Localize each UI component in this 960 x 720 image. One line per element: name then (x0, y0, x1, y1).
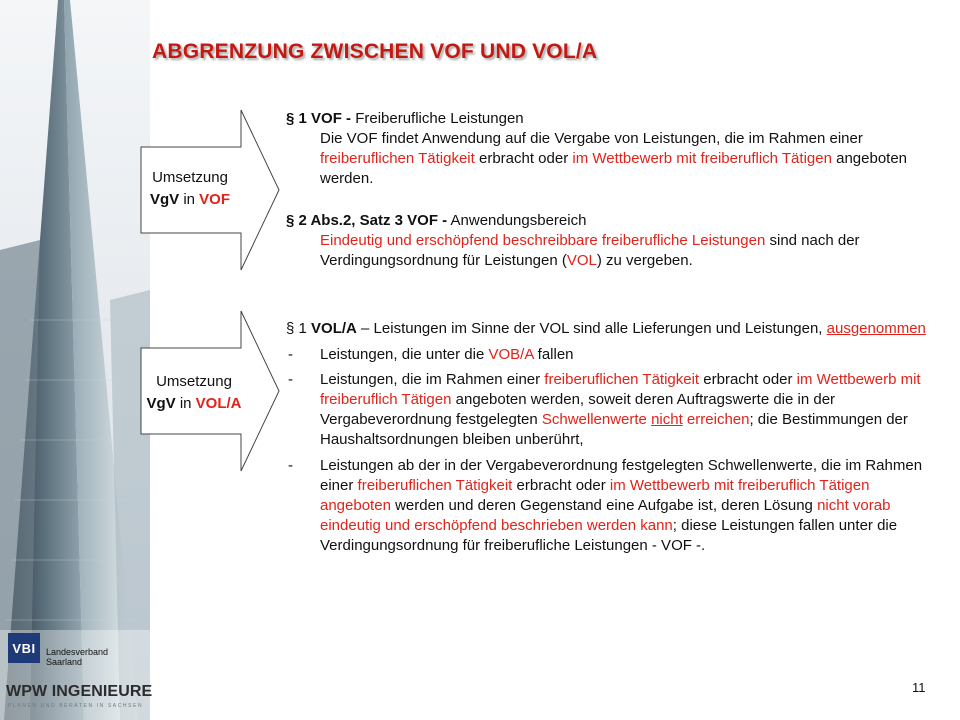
skyscraper-illustration (0, 0, 153, 720)
slide-title: ABGRENZUNG ZWISCHEN VOF UND VOL/A (152, 40, 598, 63)
building-background-image (0, 0, 153, 720)
vbi-logo (8, 633, 40, 663)
vbi-logo-mark: VBI (8, 633, 40, 663)
list-item-freiberuflich-ab-schwelle: - Leistungen ab der in der Vergabeverordnung festgelegten Schwellenwerte, die im Rahmen einer freiberuflichen Tätigkeit erbracht oder im Wettbewerb mit freiberuflich Tätigen angeboten werden und deren Gegenstand eine Aufgabe ist, deren Lösung nicht vorab eindeutig und erschöpfend beschrieben werden kann; diese Leistungen fallen unter die Verdingungsordnung für freiberufliche Leistungen - VOF -. (288, 457, 923, 554)
section-vof-1-text: Die VOF findet Anwendung auf die Vergabe von Leistungen, die im Rahmen einer freiberuflichen Tätigkeit erbracht oder im Wettbewerb mit freiberuflich Tätigen angeboten werden. (320, 130, 908, 187)
section-vof-2-heading: § 2 Abs.2, Satz 3 VOF - Anwendungsbereich (286, 212, 587, 229)
saarland-label: Saarland (46, 657, 83, 667)
list-item-freiberuflich-unter-schwelle: - Leistungen, die im Rahmen einer freiberuflichen Tätigkeit erbracht oder im Wettbewerb mit freiberuflich Tätigen angeboten werden, soweit deren Auftragswerte die in der Vergabeverordnung festgelegten Schwellenwerte nicht erreichen; die Bestimmungen der Haushaltsordnungen bleiben unberührt, (288, 371, 921, 448)
arrow-label-vof (140, 167, 240, 211)
arrow-label-line1: Umsetzung (156, 373, 232, 390)
section-vol (286, 319, 936, 556)
vbi-logo-text (46, 647, 108, 667)
wpw-logo-text: WPW INGENIEURE (6, 683, 153, 700)
section-vof-1-heading: § 1 VOF - Freiberufliche Leistungen (286, 110, 524, 127)
page-number: 11 (912, 680, 926, 695)
section-vof-2-text: Eindeutig und erschöpfend beschreibbare freiberufliche Leistungen sind nach der Verdingungsordnung für Leistungen (VOL) zu vergeben. (320, 232, 860, 269)
arrow-label-line2: VgV in VOL/A (146, 395, 242, 412)
section-vof-1 (286, 109, 926, 189)
section-vol-intro: § 1 VOL/A – Leistungen im Sinne der VOL sind alle Lieferungen und Leistungen, ausgenommen (286, 320, 926, 337)
list-item-vob: - Leistungen, die unter die VOB/A fallen (288, 346, 574, 363)
wpw-logo-subtitle: PLANEN UND BERATEN IN SACHSEN (8, 703, 144, 709)
landesverband-label: Landesverband (46, 647, 109, 657)
arrow-label-line1: Umsetzung (152, 169, 228, 186)
section-vof-2 (286, 211, 926, 271)
arrow-label-vol (140, 371, 248, 415)
arrow-label-line2: VgV in VOF (149, 191, 231, 208)
